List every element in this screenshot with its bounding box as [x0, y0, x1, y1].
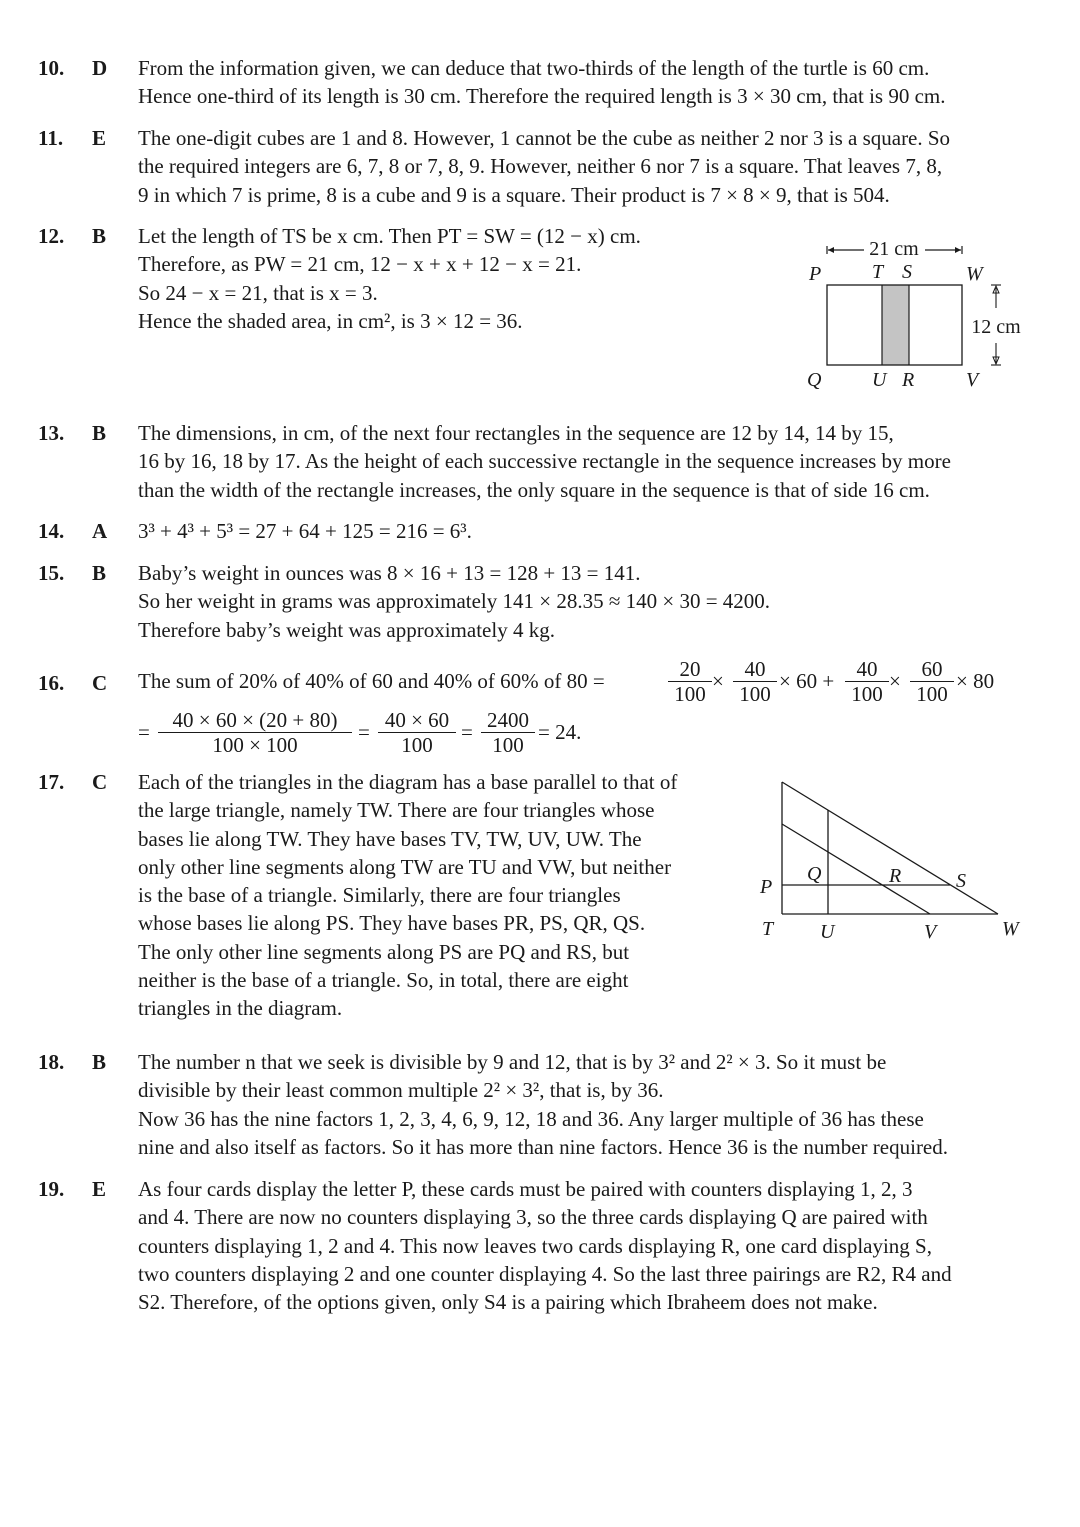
- fraction-expanded: [158, 708, 352, 757]
- question-number: 13.: [38, 421, 65, 445]
- label-R: R: [902, 369, 915, 391]
- solution-line: than the width of the rectangle increases, the only square in the sequence is that of side 16 cm.: [138, 477, 930, 502]
- answer-letter: B: [92, 1050, 107, 1074]
- result-24: = 24.: [538, 720, 582, 744]
- label-S: S: [902, 261, 912, 283]
- label-U: U: [820, 921, 835, 943]
- solution-text: [138, 1175, 952, 1316]
- label-W: W: [1002, 918, 1019, 940]
- rectangle-diagram: [800, 228, 1040, 398]
- solution-line: The one-digit cubes are 1 and 8. However, 1 cannot be the cube as neither 2 nor 3 is a square. So: [138, 126, 951, 150]
- question-number: 19.: [38, 1177, 65, 1201]
- solution-line: The number n that we seek is divisible by 9 and 12, that is by 3² and 2² × 3. So it must be: [138, 1050, 887, 1074]
- solution-line: Now 36 has the nine factors 1, 2, 3, 4, 6, 9, 12, 18 and 36. Any larger multiple of 36 has these: [138, 1106, 924, 1131]
- numerator: 40: [845, 657, 889, 682]
- times-60-plus: × 60 +: [779, 669, 835, 693]
- label-W: W: [966, 263, 983, 285]
- solution-line: 3³ + 4³ + 5³ = 27 + 64 + 125 = 216 = 6³.: [138, 519, 472, 543]
- times-operator: ×: [889, 669, 901, 693]
- answer-letter: B: [92, 224, 107, 248]
- solution-line: the large triangle, namely TW. There are four triangles whose: [138, 798, 655, 823]
- solution-line: nine and also itself as factors. So it has more than nine factors. Hence 36 is the number required.: [138, 1134, 949, 1159]
- solution-line: Baby’s weight in ounces was 8 × 16 + 13 = 128 + 13 = 141.: [138, 561, 641, 585]
- solution-line: Therefore, as PW = 21 cm, 12 − x + x + 12 − x = 21.: [138, 252, 582, 277]
- solution-line: divisible by their least common multiple 2² × 3², that is, by 36.: [138, 1078, 664, 1103]
- denominator: 100 × 100: [212, 733, 298, 757]
- answer-letter: C: [92, 770, 108, 794]
- equals-sign: =: [358, 720, 370, 744]
- label-P: P: [809, 263, 822, 285]
- solution-text: [138, 768, 708, 1023]
- line-hypotenuse: [782, 782, 998, 914]
- fraction-40x60-100: [378, 708, 456, 757]
- label-U: U: [872, 369, 887, 391]
- solution-line: and 4. There are now no counters displaying 3, so the three cards displaying Q are paired with: [138, 1205, 928, 1230]
- numerator: 60: [910, 657, 954, 682]
- triangle-diagram: [750, 770, 1040, 950]
- question-number: 14.: [38, 519, 65, 543]
- label-Q: Q: [807, 369, 822, 391]
- solution-text: [138, 124, 950, 209]
- solution-line: triangles in the diagram.: [138, 996, 343, 1021]
- shaded-strip: [882, 285, 909, 365]
- percentage-lead: The sum of 20% of 40% of 60 and 40% of 60% of 80 =: [138, 669, 605, 693]
- solution-text: [138, 517, 472, 545]
- answer-letter: B: [92, 561, 107, 585]
- equals-sign: =: [461, 720, 473, 744]
- question-number: 15.: [38, 561, 65, 585]
- solution-line: is the base of a triangle. Similarly, there are four triangles: [138, 883, 621, 908]
- solution-line: the required integers are 6, 7, 8 or 7, 8, 9. However, neither 6 nor 7 is a square. That leaves 7, 8,: [138, 154, 943, 179]
- question-number: 17.: [38, 770, 65, 794]
- answer-letter: D: [92, 56, 108, 80]
- denominator: 100: [739, 682, 771, 706]
- label-Q: Q: [807, 863, 822, 885]
- fraction-20-100: [668, 657, 712, 706]
- solution-text: [138, 559, 770, 644]
- question-number: 18.: [38, 1050, 65, 1074]
- label-T: T: [872, 261, 884, 283]
- solution-line: 9 in which 7 is prime, 8 is a cube and 9 is a square. Their product is 7 × 8 × 9, that is 504.: [138, 182, 890, 207]
- denominator: 100: [851, 682, 883, 706]
- solution-line: Each of the triangles in the diagram has a base parallel to that of: [138, 770, 678, 794]
- fraction-40-100: [845, 657, 889, 706]
- label-V: V: [966, 369, 979, 391]
- solution-line: only other line segments along TW are TU and VW, but neither: [138, 854, 672, 879]
- label-T: T: [762, 918, 774, 940]
- solution-line: S2. Therefore, of the options given, only S4 is a pairing which Ibraheem does not make.: [138, 1290, 878, 1315]
- numerator: 40: [733, 657, 777, 682]
- label-S: S: [956, 870, 966, 892]
- solution-line: two counters displaying 2 and one counter displaying 4. So the last three pairings are R2, R4 and: [138, 1261, 952, 1286]
- solution-line: neither is the base of a triangle. So, in total, there are eight: [138, 968, 629, 993]
- numerator: 40 × 60: [378, 708, 456, 733]
- solution-line: Hence the shaded area, in cm², is 3 × 12 = 36.: [138, 308, 523, 333]
- question-number: 10.: [38, 56, 65, 80]
- solution-text: [138, 1048, 948, 1161]
- times-80: × 80: [956, 669, 995, 693]
- fraction-60-100: [910, 657, 954, 706]
- label-V: V: [924, 921, 937, 943]
- solution-text: [138, 419, 951, 504]
- solution-line: The only other line segments along PS are PQ and RS, but: [138, 939, 630, 964]
- solution-line: From the information given, we can deduce that two-thirds of the length of the turtle is 60 cm.: [138, 56, 930, 80]
- solution-line: So her weight in grams was approximately 141 × 28.35 ≈ 140 × 30 = 4200.: [138, 589, 771, 614]
- answer-letter: C: [92, 671, 108, 695]
- solution-line: whose bases lie along PS. They have bases PR, PS, QR, QS.: [138, 911, 646, 936]
- equals-sign: =: [138, 720, 150, 744]
- label-R: R: [889, 865, 902, 887]
- solution-line: Let the length of TS be x cm. Then PT = SW = (12 − x) cm.: [138, 224, 641, 248]
- answer-letter: E: [92, 1177, 107, 1201]
- solution-line: Therefore baby’s weight was approximately 4 kg.: [138, 617, 555, 642]
- question-number: 16.: [38, 671, 65, 695]
- answer-letter: E: [92, 126, 107, 150]
- solution-line: 16 by 16, 18 by 17. As the height of each successive rectangle in the sequence increases by more: [138, 449, 951, 474]
- denominator: 100: [492, 733, 524, 757]
- solution-line: As four cards display the letter P, these cards must be paired with counters displaying 1, 2, 3: [138, 1177, 913, 1201]
- answer-letter: A: [92, 519, 108, 543]
- fraction-40-100: [733, 657, 777, 706]
- denominator: 100: [916, 682, 948, 706]
- denominator: 100: [401, 733, 433, 757]
- answer-letter: B: [92, 421, 107, 445]
- arrow-icon: [828, 247, 834, 253]
- width-label: 21 cm: [869, 238, 919, 260]
- height-label: 12 cm: [971, 316, 1021, 338]
- solution-text: [138, 222, 641, 335]
- solution-line: The dimensions, in cm, of the next four rectangles in the sequence are 12 by 14, 14 by 15,: [138, 421, 894, 445]
- numerator: 2400: [481, 708, 535, 733]
- question-number: 11.: [38, 126, 64, 150]
- fraction-2400-100: [481, 708, 535, 757]
- denominator: 100: [674, 682, 706, 706]
- line-inner-diagonal: [782, 824, 930, 914]
- arrow-icon: [955, 247, 961, 253]
- solution-line: Hence one-third of its length is 30 cm. Therefore the required length is 3 × 30 cm, that is 90 cm.: [138, 84, 946, 109]
- label-P: P: [760, 876, 773, 898]
- numerator: 40 × 60 × (20 + 80): [158, 708, 352, 733]
- solution-line: So 24 − x = 21, that is x = 3.: [138, 280, 378, 305]
- question-number: 12.: [38, 224, 65, 248]
- solution-line: counters displaying 1, 2 and 4. This now leaves two cards displaying R, one card displaying S,: [138, 1233, 932, 1258]
- numerator: 20: [668, 657, 712, 682]
- solution-text: [138, 54, 946, 111]
- times-operator: ×: [712, 669, 724, 693]
- solution-line: bases lie along TW. They have bases TV, TW, UV, UW. The: [138, 826, 642, 851]
